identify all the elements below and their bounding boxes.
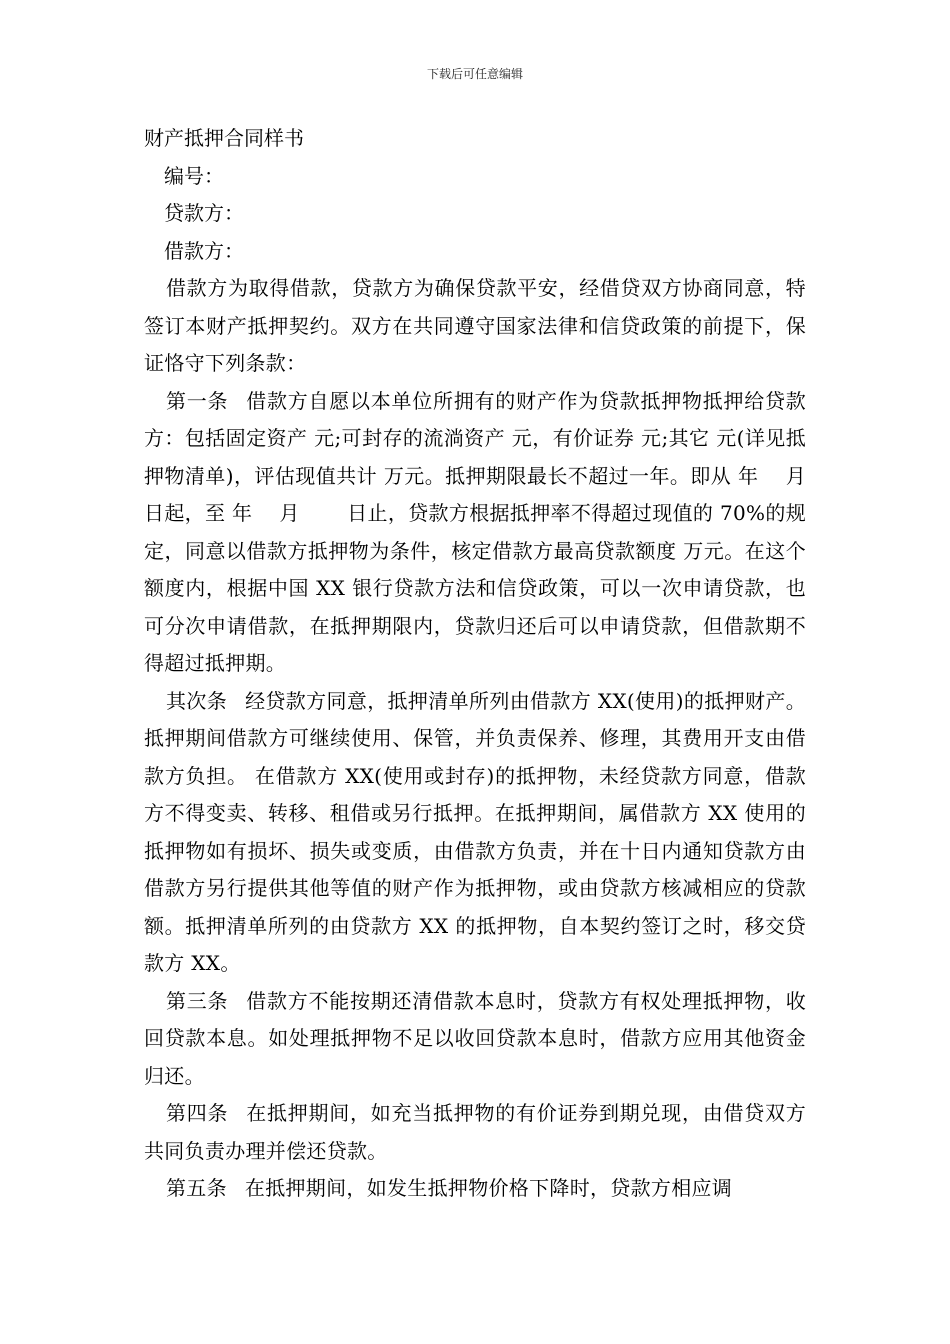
article-text: 借款方自愿以本单位所拥有的财产作为贷款抵押物抵押给贷款方：包括固定资产 元;可封存的流淌资产 元，有价证券 元;其它 元(详见抵押物清单)，评估现值共计 万元。抵押期限最长不超过一年。即从 年 月 日起，至 年 月 日止，贷款方根据抵押率不得超过现值的 70%的规定，同意以借款方抵押物为条件，核定借款方最高贷款额度 万元。在这个额度内，根据中国 XX 银行贷款方法和信贷政策，可以一次申请贷款，也可分次申请借款，在抵押期限内，贷款归还后可以申请贷款，但借款期不得超过抵押期。	[144, 388, 854, 675]
article-text: 在抵押期间，如充当抵押物的有价证券到期兑现，由借贷双方共同负责办理并偿还贷款。	[144, 1101, 806, 1163]
article-text: 经贷款方同意，抵押清单所列由借款方 XX(使用)的抵押财产。抵押期间借款方可继续使用、保管，并负责保养、修理，其费用开支由借款方负担。 在借款方 XX(使用或封存)的抵押物，未经贷款方同意，借款方不得变卖、转移、租借或另行抵押。在抵押期间，属借款方 XX 使用的抵押物如有损坏、损失或变质，由借款方负责，并在十日内通知贷款方由借款方另行提供其他等值的财产作为抵押物，或由贷款方核减相应的贷款额。抵押清单所列的由贷款方 XX 的抵押物，自本契约签订之时，移交贷款方 XX。	[144, 688, 806, 975]
article-number: 其次条	[166, 688, 228, 713]
article-1	[144, 383, 854, 683]
header-note: 下载后可任意编辑	[426, 67, 523, 81]
document-title: 财产抵押合同样书	[144, 126, 304, 150]
contract-number-field: 编号：	[164, 163, 224, 188]
article-5	[144, 1170, 806, 1208]
intro-paragraph: 借款方为取得借款，贷款方为确保贷款平安，经借贷双方协商同意，特签订本财产抵押契约。双方在共同遵守国家法律和信贷政策的前提下，保证恪守下列条款：	[144, 276, 806, 375]
article-text: 在抵押期间，如发生抵押物价格下降时，贷款方相应调	[244, 1176, 733, 1200]
document-body	[144, 120, 854, 1208]
article-number: 第四条	[166, 1101, 229, 1125]
borrower-field: 借款方：	[164, 238, 244, 263]
article-number: 第五条	[166, 1176, 227, 1200]
article-4	[144, 1095, 806, 1170]
article-3	[144, 983, 806, 1096]
lender-field: 贷款方：	[164, 201, 244, 225]
article-text: 借款方不能按期还清借款本息时，贷款方有权处理抵押物，收回贷款本息。如处理抵押物不足以收回贷款本息时，借款方应用其他资金归还。	[144, 988, 806, 1088]
article-2	[144, 683, 806, 983]
article-number: 第三条	[166, 988, 229, 1013]
article-number: 第一条	[166, 388, 229, 413]
